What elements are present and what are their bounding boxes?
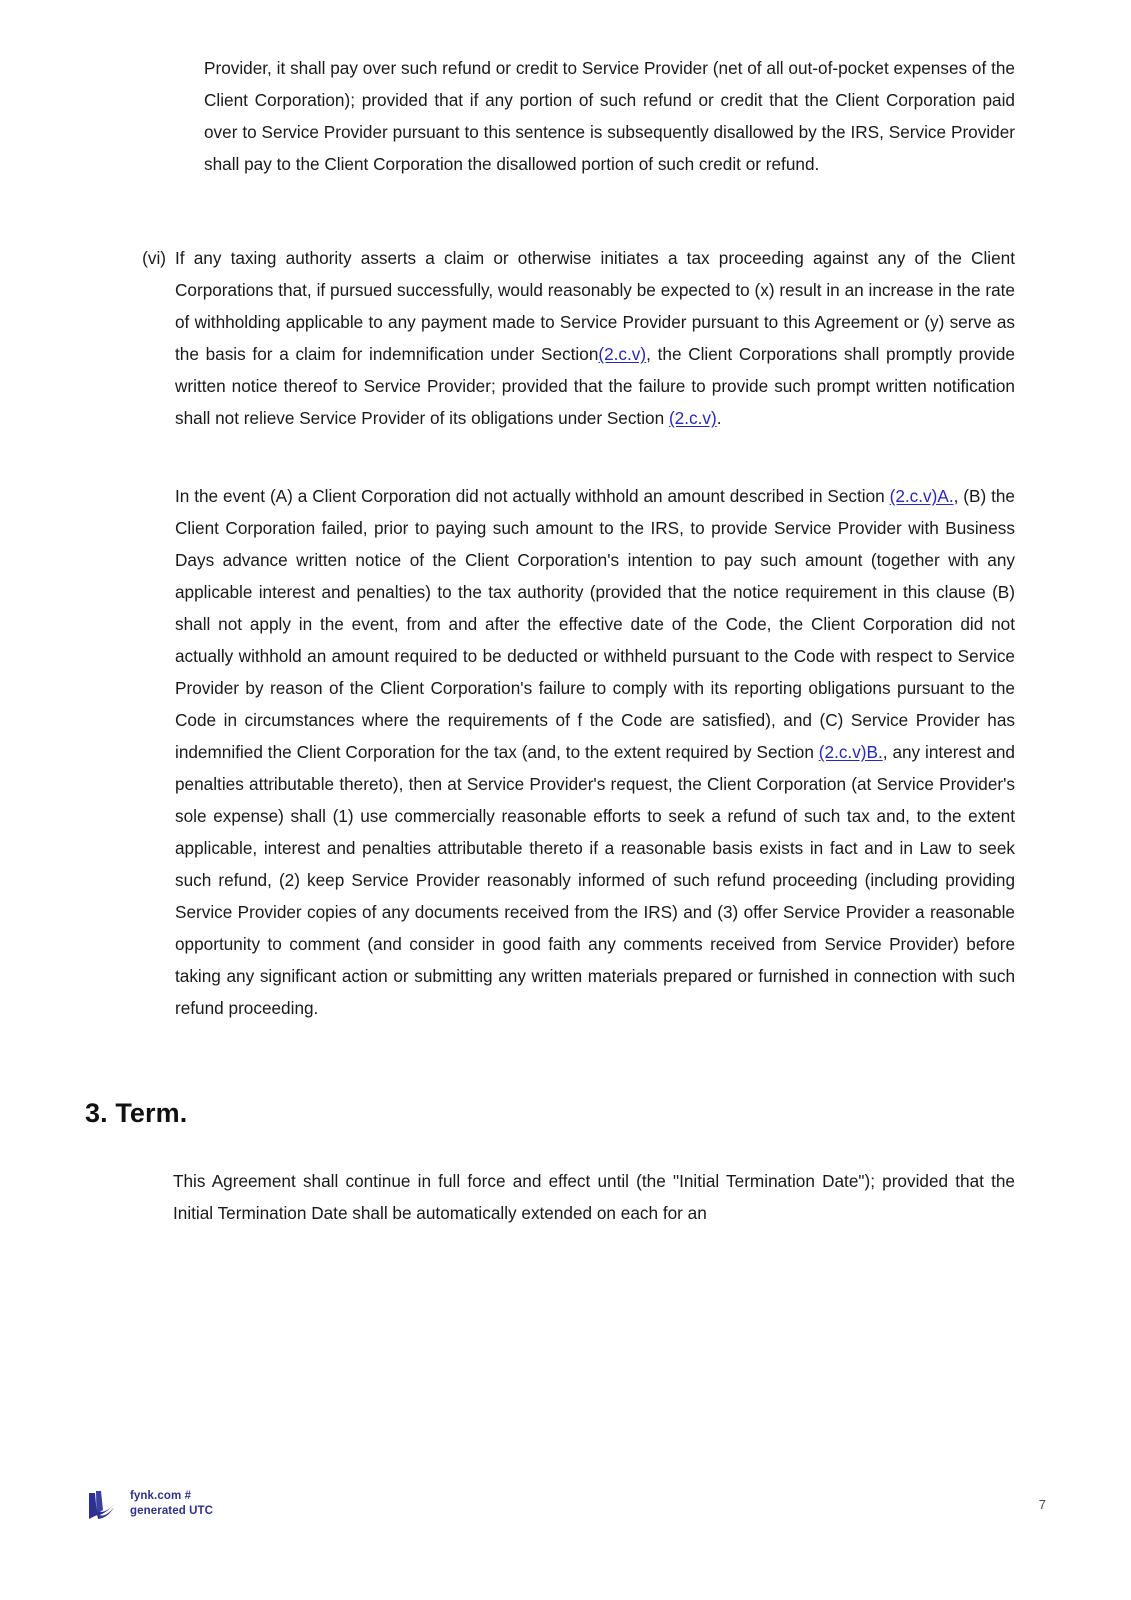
heading-spacer xyxy=(85,1129,1031,1165)
paragraph-in-the-event xyxy=(175,480,1015,1024)
paragraph-vi-segment-1: If any taxing authority asserts a claim or otherwise initiates a tax proceeding against any of the Client Corporations that, if pursued successfully, would reasonably be expected to (x) result in an increase in the rate of withholding applicable to any payment made to Service Provider pursuant to this Agreement or (y) serve as the basis for a claim for indemnification under Section xyxy=(175,248,1015,364)
footer-brand-text xyxy=(130,1489,213,1519)
page-footer xyxy=(85,1486,1046,1522)
section-spacer xyxy=(85,1024,1031,1098)
page-number: 7 xyxy=(1038,1496,1046,1512)
paragraph-section-3: This Agreement shall continue in full force and effect until (the "Initial Termination Date"); provided that the Initial Termination Date shall be automatically extended on each for an xyxy=(173,1171,1015,1223)
footer-brand xyxy=(85,1486,213,1522)
section-heading-3-term: 3. Term. xyxy=(85,1098,188,1128)
footer-line-1: fynk.com # xyxy=(130,1490,192,1502)
section-link-2cv-second[interactable]: (2.c.v) xyxy=(668,408,717,428)
paragraph-spacer xyxy=(175,434,1015,480)
section-link-2cv-first[interactable]: (2.c.v) xyxy=(598,344,647,364)
in-the-event-segment-3: , any interest and penalties attributable thereto), then at Service Provider's request, the Client Corporation (at Service Provider's sole expense) shall (1) use commercially reasonable efforts to seek a refund of such tax and, to the extent applicable, interest and penalties attributable thereto if a reasonable basis exists in fact and in Law to seek such refund, (2) keep Service Provider reasonably informed of such refund proceeding (including providing Service Provider copies of any documents received from the IRS) and (3) offer Service Provider a reasonable opportunity to comment (and consider in good faith any comments received from Service Provider) before taking any significant action or submitting any written materials prepared or furnished in connection with such refund proceeding. xyxy=(175,742,1015,1018)
in-the-event-segment-2: , (B) the Client Corporation failed, prior to paying such amount to the IRS, to provide Service Provider with Business Days advance written notice of the Client Corporation's intention to pay such amount (together with any applicable interest and penalties) to the tax authority (provided that the notice requirement in this clause (B) shall not apply in the event, from and after the effective date of the Code, the Client Corporation did not actually withhold an amount required to be deducted or withheld pursuant to the Code with respect to Service Provider by reason of the Client Corporation's failure to comply with its reporting obligations pursuant to the Code in circumstances where the requirements of f the Code are satisfied), and (C) Service Provider has indemnified the Client Corporation for the tax (and, to the extent required by Section xyxy=(175,486,1015,762)
paragraph-vi-segment-2: , the Client Corporations shall promptly provide written notice thereof to Service Provider; provided that the failure to provide such prompt written notification shall not relieve Service Provider of its obligations under Section xyxy=(175,344,1015,428)
paragraph-vi-segment-3: . xyxy=(716,408,722,428)
fynk-logo-icon xyxy=(85,1486,119,1522)
paragraph-continued-top: Provider, it shall pay over such refund or credit to Service Provider (net of all out-of-pocket expenses of the Client Corporation); provided that if any portion of such refund or credit that the Client Corporation paid over to Service Provider pursuant to this sentence is subsequently disallowed by the IRS, Service Provider shall pay to the Client Corporation the disallowed portion of such credit or refund. xyxy=(204,58,1015,174)
list-item-vi xyxy=(135,242,1015,1024)
section-link-2cvb[interactable]: (2.c.v)B. xyxy=(818,742,883,762)
list-marker-vi: (vi) xyxy=(142,248,166,268)
list-item-vi-body xyxy=(175,242,1015,1024)
footer-line-2: generated UTC xyxy=(130,1505,214,1517)
paragraph-vi xyxy=(175,242,1015,434)
section-link-2cva[interactable]: (2.c.v)A. xyxy=(889,486,954,506)
in-the-event-segment-1: In the event (A) a Client Corporation did not actually withhold an amount described in Section xyxy=(175,486,890,506)
